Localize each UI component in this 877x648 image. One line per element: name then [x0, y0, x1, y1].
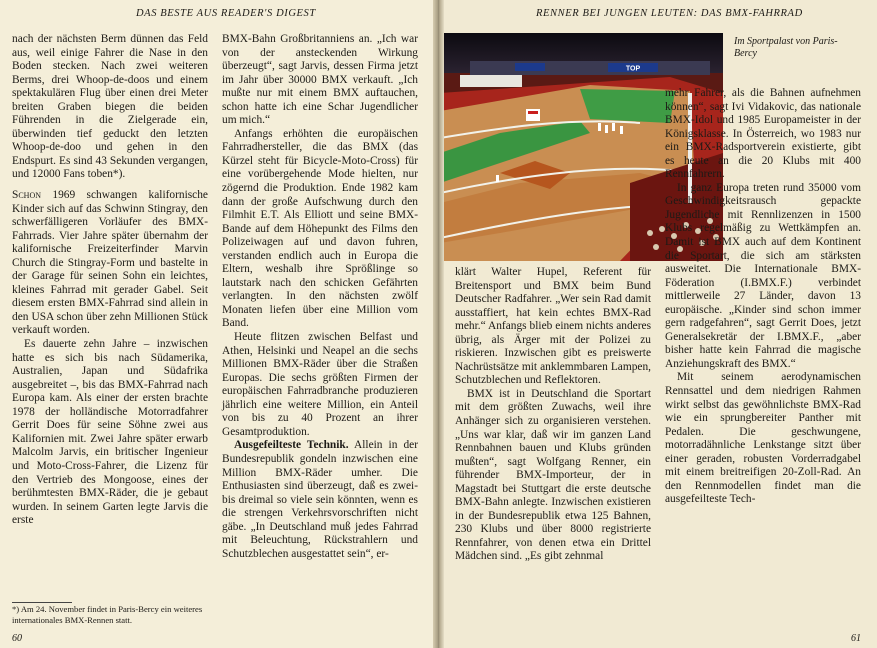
paragraph: Es dauerte zehn Jahre – inzwischen hatte es sich bis nach Südamerika, Australien, Japan und Südafrika ausgebreitet –, bis das BMX-Fahrrad nach Europa kam. Als einer der ersten brachte 1978 der holländische Motorradfahrer Gerrit Does für seine Söhne zwei aus Kalifornien mit. Zwei Jahre später erwarb Malcolm Jarvis, ein britischer Ingenieur und Moto-Cross-Fahrer, die Lizenz für den Vertrieb des Mongoose, eines der berühmtesten BMX-Räder, die je gebaut wurden. In seinem Garten legte Jarvis die erste	[12, 338, 208, 527]
running-head-left: DAS BESTE AUS READER'S DIGEST	[136, 8, 316, 19]
photo-caption: Im Sportpalast von Paris-Bercy	[734, 36, 838, 59]
arena-banner-text: TOP	[625, 65, 641, 73]
paragraph	[12, 189, 208, 338]
text-column-3	[455, 266, 651, 564]
paragraph-text: Allein in der Bundesrepublik gondeln inzwischen eine Million BMX-Räder umher. Die Enthusiasten sind überzeugt, daß es zwei- bis dreimal so viele sein könnten, wenn es die strengen Verkehrsvorschriften nicht gäbe. „In Deutschland muß jedes Fahrrad mit Beleuchtung, Rückstrahlern und Schutzblechen ausgestattet sein“, er-	[222, 439, 419, 560]
running-head-right: RENNER BEI JUNGEN LEUTEN: DAS BMX-FAHRRAD	[536, 8, 803, 19]
footnote: *) Am 24. November findet in Paris-Bercy ein weiteres internationales BMX-Rennen statt.	[12, 604, 203, 625]
paragraph: Mit seinem aerodynamischen Rennsattel und dem niedrigen Rahmen wirkt selbst das gewöhnlichste BMX-Rad wie ein sprungbereiter Panther mit Pedalen. Die geschwungene, motorradähnliche Lenkstange sitzt über einer geraden, robusten Vorderradgabel mit einem breitreifigen 20-Zoll-Rad. An den Rennmodellen findet man die ausgefeilteste Tech-	[665, 371, 861, 506]
page-number-left: 60	[12, 633, 22, 644]
paragraph: In ganz Europa treten rund 35000 vom Geschwindigkeitsrausch gepackte Jugendliche mit Rennlizenzen in 1500 Klubs regelmäßig zu Wettkämpfen an. Damit ist BMX auch auf dem Kontinent die Sportart, die sich am stärksten ausweitet. Die Internationale BMX-Föderation (I.BMX.F.) verbindet mittlerweile 27 Länder, davon 13 europäische. „Kinder sind schon immer gern radgefahren“, sagt Gerrit Does, jetzt Generalsekretär der I.BMX.F., „aber bisher hatte kein Fahrrad die magische Anziehungskraft des BMX.“	[665, 181, 861, 370]
text-column-4	[665, 87, 861, 507]
text-column-2	[222, 33, 418, 561]
paragraph: klärt Walter Hupel, Referent für Breitensport und BMX beim Bund Deutscher Radfahrer. „Wer sein Rad damit ausstaffiert, hat kein echtes BMX-Rad mehr.“ Anfangs blieb einem nichts anderes übrig, als Ärger mit der Polizei zu riskieren. Inzwischen gibt es preiswerte Nachrüstsätze mit anklemmbaren Lampen, Schutzblechen und Reflektoren.	[455, 266, 651, 387]
subheading: Ausgefeilteste Technik.	[234, 439, 349, 452]
paragraph: BMX ist in Deutschland die Sportart mit dem größten Zuwachs, weil ihre Anhänger sich zu organisieren verstehen. „Uns war klar, daß wir im ganzen Land Rennbahnen bauen und Klubs gründen mußten“, sagt Wolfgang Renner, ein führender BMX-Importeur, der in Magstadt bei Stuttgart die erste deutsche BMX-Bahn anlegte. Inzwischen existieren in der Bundesrepublik etwa 125 Bahnen, 230 Klubs und über 8000 registrierte Rennfahrer, von denen etwa ein Drittel Mädchen sind. „Es gibt zehnmal	[455, 387, 651, 563]
left-page	[0, 0, 437, 648]
paragraph: Anfangs erhöhten die europäischen Fahrradhersteller, die das BMX (das Kürzel steht für Bicycle-Moto-Cross) für eine vorübergehende Mode hielten, nur zögernd die Produktion. Ende 1982 kam dann der große Aufschwung durch den Filmhit E.T. Als Elliott und seine BMX-Bande auf dem Höhepunkt des Films den Polizeiwagen auf und davon fuhren, verstanden endlich auch in Europa die Eltern, weshalb ihre Sprößlinge so lautstark nach den schicken Gefährten verlangten. In den nächsten zwölf Monaten liefen über eine Million vom Band.	[222, 127, 418, 330]
paragraph: nach der nächsten Berm dünnen das Feld aus, weil einige Fahrer die Nase in den Boden stecken. Nach zwei weiteren Berms, drei Whoop-de-doos und einem spektakulären Flug über einen drei Meter breiten Graben biegen die beiden Führenden in die Zielgerade ein, überwinden tief geduckt den letzten Whoop-de-doo und gehen in den Endspurt. Es sind 43 Sekunden vergangen, und 12000 Fans toben*).	[12, 33, 208, 181]
footnote-rule	[12, 602, 72, 603]
paragraph: Heute flitzen zwischen Belfast und Athen, Helsinki und Neapel an die sechs Millionen BMX-Räder über die Straßen Europas. Die sechs größten Firmen der europäischen Fahrradbranche produzieren jährlich eine weitere Million, ein Anteil von bis zu 40 Prozent an ihrer Gesamtproduktion.	[222, 331, 418, 438]
text-column-1	[12, 33, 208, 528]
paragraph	[222, 439, 418, 561]
page-number-right: 61	[851, 633, 861, 644]
lead-word: Schon	[12, 189, 42, 202]
paragraph: BMX-Bahn Großbritanniens an. „Ich war von der ansteckenden Wirkung überzeugt“, sagt Jarvis, dessen Firma jetzt im Jahr über 30000 BMX verkauft. „Ich mußte nur mit einem BMX auftauchen, schon hatte ich eine Schar Jugendlicher um mich.“	[222, 33, 418, 127]
book-gutter	[433, 0, 444, 648]
paragraph: mehr Fahrer, als die Bahnen aufnehmen können“, sagt Ivi Vidakovic, das nationale BMX-Idol und 1985 Europameister in der Königsklasse. In Österreich, wo 1983 nur ein BMX-Radsportverein existierte, gibt es heute an die 20 Klubs mit 400 Rennfahrern.	[665, 87, 861, 181]
paragraph-text: 1969 schwangen kalifornische Kinder sich auf das Schwinn Stingray, den schwerfälligeren Vorläufer des BMX-Fahrrads. Vier Jahre später übernahm der kalifornische Freizeiterfinder Marvin Church die Stingray-Form und bastelte in der Garage für seinen Sohn ein leichtes, kleines Fahrrad mit gerader Gabel. Seit diesem ersten BMX-Fahrrad sind allein in den USA schon über zehn Millionen Stück verkauft worden.	[12, 189, 208, 337]
